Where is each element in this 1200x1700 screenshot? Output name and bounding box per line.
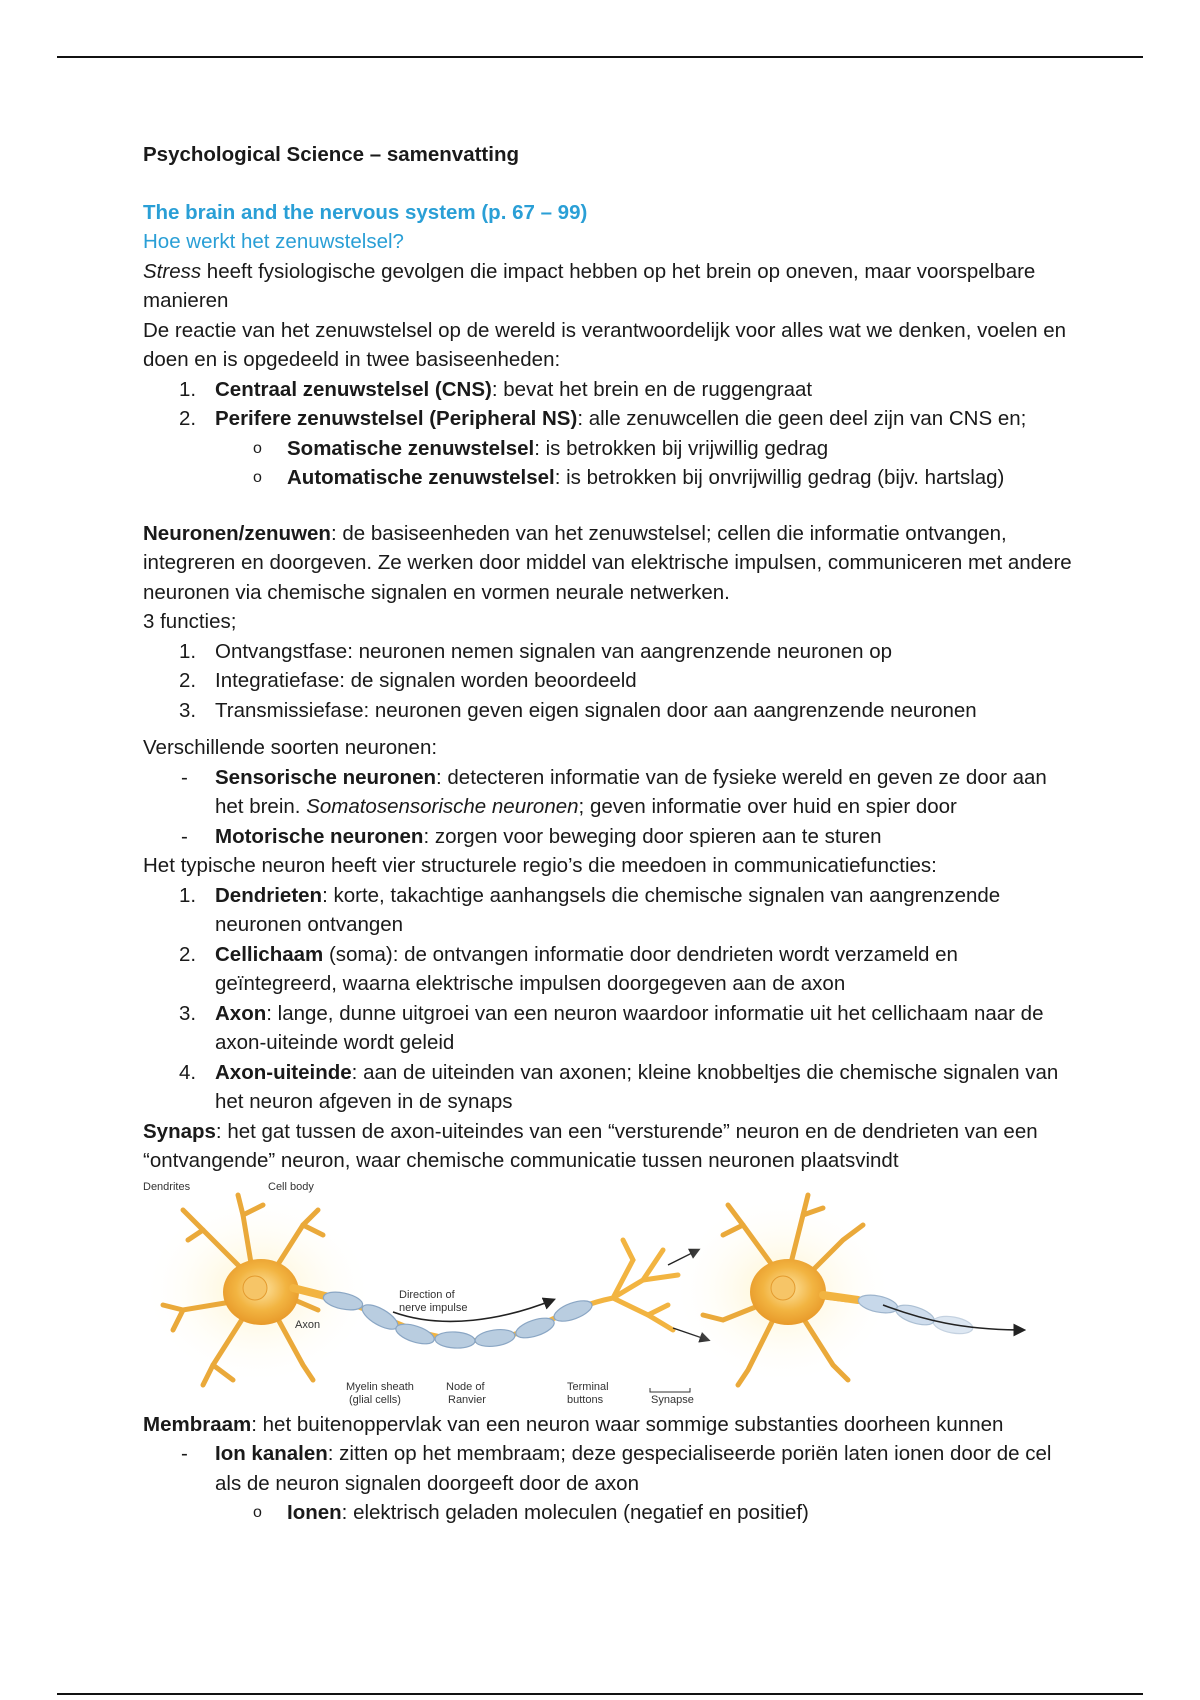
list-item: 2. Perifere zenuwstelsel (Peripheral NS): alle zenuwcellen die geen deel zijn van CNS en; bbox=[179, 407, 1027, 430]
list-item: - Ion kanalen: zitten op het membraam; deze gespecialiseerde poriën laten ionen door de cel als de neuron signalen doorgeeft door de axon bbox=[143, 1439, 1073, 1498]
terminal-branches bbox=[613, 1240, 678, 1330]
label-myelin-2: (glial cells) bbox=[349, 1393, 401, 1406]
list-item: o Automatische zenuwstelsel: is betrokken bij onvrijwillig gedrag (bijv. hartslag) bbox=[143, 463, 1073, 493]
neurons-paragraph: Neuronen/zenuwen: de basiseenheden van het zenuwstelsel; cellen die informatie ontvangen, integreren en doorgeven. Ze werken door middel van elektrische impulsen, communiceren met andere neuronen via chemische signalen en vormen neurale netwerken. bbox=[143, 521, 1072, 604]
list-item: 2. Cellichaam (soma): de ontvangen informatie door dendrieten wordt verzameld en geïntegreerd, waarna elektrische impulsen doorgegeven aan de axon bbox=[179, 942, 958, 995]
label-dendrites: Dendrites bbox=[143, 1180, 191, 1193]
doc-title: Psychological Science – samenvatting bbox=[143, 143, 519, 166]
membrane-paragraph: Membraam: het buitenoppervlak van een neuron waar sommige substanties doorheen kunnen bbox=[143, 1412, 1004, 1436]
functions-list bbox=[143, 637, 1073, 726]
list-item: 1. Ontvangstfase: neuronen nemen signalen van aangrenzende neuronen op bbox=[179, 639, 893, 663]
list-item: o Ionen: elektrisch geladen moleculen (negatief en positief) bbox=[143, 1498, 1073, 1528]
circle-bullet-icon: o bbox=[253, 469, 262, 486]
list-item: - Motorische neuronen: zorgen voor beweging door spieren aan te sturen bbox=[143, 822, 1073, 852]
document-body bbox=[143, 140, 1073, 1528]
section-heading: The brain and the nervous system (p. 67 – 99) bbox=[143, 200, 588, 224]
list-item: 1. Dendrieten: korte, takachtige aanhangsels die chemische signalen van aangrenzende neuronen ontvangen bbox=[179, 883, 1001, 936]
nucleus-left bbox=[243, 1276, 267, 1300]
list-item: 3. Axon: lange, dunne uitgroei van een neuron waardoor informatie uit het cellichaam naar de axon-uiteinde wordt geleid bbox=[179, 1001, 1044, 1054]
list-item: 2. Integratiefase: de signalen worden beoordeeld bbox=[179, 669, 637, 692]
label-myelin-1: Myelin sheath bbox=[346, 1380, 414, 1393]
list-item: 3. Transmissiefase: neuronen geven eigen signalen door aan aangrenzende neuronen bbox=[179, 698, 977, 722]
label-node-1: Node of bbox=[446, 1380, 485, 1393]
synapse-paragraph: Synaps: het gat tussen de axon-uiteindes van een “versturende” neuron en de dendrieten van een “ontvangende” neuron, waar chemische communicatie tussen neuronen plaatsvindt bbox=[143, 1119, 1038, 1172]
circle-bullet-icon: o bbox=[253, 1504, 262, 1521]
regions-list bbox=[143, 881, 1073, 1117]
functions-label: 3 functies; bbox=[143, 610, 237, 633]
synapse-bracket bbox=[650, 1388, 690, 1392]
label-node-2: Ranvier bbox=[448, 1393, 486, 1406]
label-cell-body: Cell body bbox=[268, 1180, 314, 1193]
dash-bullet-icon: - bbox=[181, 765, 188, 789]
label-direction-1: Direction of bbox=[399, 1288, 455, 1301]
label-axon: Axon bbox=[295, 1318, 321, 1331]
reaction-paragraph: De reactie van het zenuwstelsel op de wereld is verantwoordelijk voor alles wat we denken, voelen en doen en is opgedeeld in twee basiseenheden: bbox=[143, 318, 1067, 371]
top-rule bbox=[57, 56, 1143, 58]
neuron-diagram bbox=[143, 1180, 1073, 1410]
list-item: o Somatische zenuwstelsel: is betrokken bij vrijwillig gedrag bbox=[143, 434, 1073, 464]
regions-label: Het typische neuron heeft vier structurele regio’s die meedoen in communicatiefuncties: bbox=[143, 854, 937, 877]
neuron-illustration bbox=[143, 1180, 1073, 1410]
stress-paragraph bbox=[143, 257, 1073, 316]
label-direction-2: nerve impulse bbox=[399, 1301, 468, 1314]
sub-heading: Hoe werkt het zenuwstelsel? bbox=[143, 230, 404, 253]
bottom-rule bbox=[57, 1693, 1143, 1695]
axon-hillock-right bbox=[823, 1295, 858, 1300]
circle-bullet-icon: o bbox=[253, 439, 262, 457]
list-item: 4. Axon-uiteinde: aan de uiteinden van axonen; kleine knobbeltjes die chemische signalen van het neuron afgeven in de synaps bbox=[179, 1060, 1059, 1113]
dash-bullet-icon: - bbox=[181, 824, 188, 848]
label-terminal-1: Terminal bbox=[567, 1380, 609, 1393]
ns-list bbox=[143, 375, 1073, 493]
list-item: 1. Centraal zenuwstelsel (CNS): bevat het brein en de ruggengraat bbox=[179, 377, 813, 401]
stress-term: Stress bbox=[143, 259, 202, 283]
dash-bullet-icon: - bbox=[181, 1442, 188, 1465]
types-label: Verschillende soorten neuronen: bbox=[143, 736, 438, 759]
types-list bbox=[143, 763, 1073, 852]
label-synapse: Synapse bbox=[651, 1393, 694, 1406]
nucleus-right bbox=[771, 1276, 795, 1300]
label-terminal-2: buttons bbox=[567, 1393, 604, 1406]
list-item: - Sensorische neuronen: detecteren informatie van de fysieke wereld en geven ze door aan het brein. Somatosensorische neuronen; geven informatie over huid en spier door bbox=[143, 763, 1073, 822]
stress-text: heeft fysiologische gevolgen die impact hebben op het brein op oneven, maar voorspelbare manieren bbox=[143, 259, 1036, 312]
